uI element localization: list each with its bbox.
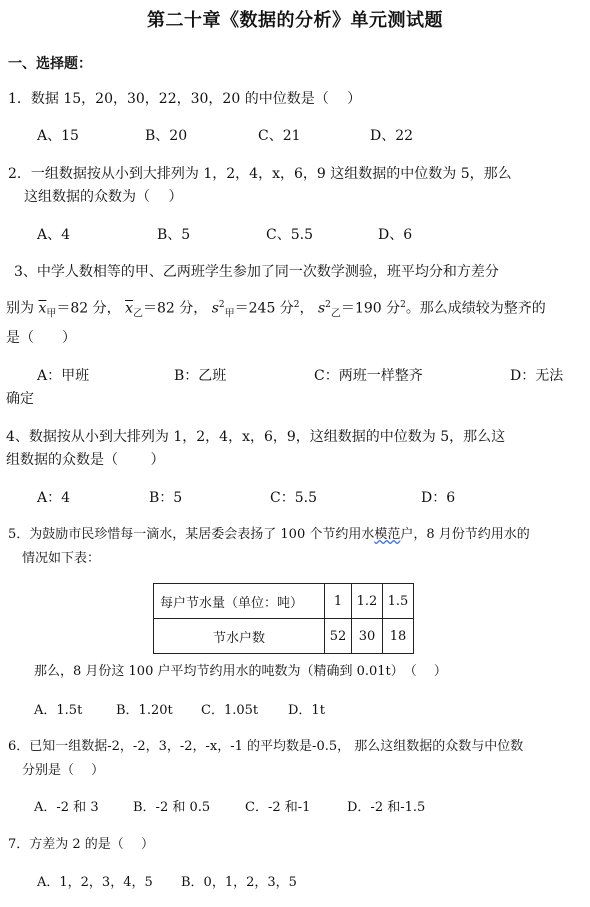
- subscript-yi: 乙: [132, 308, 143, 320]
- question-6-option-d: D．-2 和-1.5: [347, 800, 426, 815]
- question-3-option-a: A：甲班: [37, 368, 90, 384]
- question-5-line-1-wavy: 模范: [374, 527, 401, 542]
- question-3-option-c: C：两班一样整齐: [314, 368, 423, 384]
- variance-yi-value: ＝190 分: [340, 300, 401, 317]
- mean-x-symbol: $\overline{x}$: [125, 300, 133, 317]
- question-3-line-5: 确定: [6, 391, 34, 407]
- question-1-option-c: C、21: [258, 128, 301, 144]
- question-6-option-a: A．-2 和 3: [34, 800, 99, 815]
- question-5-option-b: B．1.20t: [116, 703, 173, 718]
- variance-exponent: 2: [218, 300, 225, 310]
- question-3-line-2-tail: 。那么成绩较为整齐的: [405, 300, 546, 317]
- question-5-line-1-b: 户，8 月份节约用水的: [400, 527, 530, 542]
- question-1-option-b: B、20: [145, 128, 188, 144]
- question-2-option-a: A、4: [37, 227, 71, 243]
- question-2-line-2: 这组数据的众数为（ ）: [24, 189, 183, 205]
- question-5-line-1: [8, 525, 530, 545]
- table-cell: 1.5: [383, 584, 414, 619]
- table-header-cell: 每户节水量（单位：吨）: [154, 584, 325, 619]
- table-cell: 18: [383, 619, 414, 654]
- question-1-option-d: D、22: [370, 128, 414, 144]
- question-2-option-b: B、5: [157, 227, 191, 243]
- question-5-option-c: C．1.05t: [201, 703, 259, 718]
- question-5-line-2: 情况如下表：: [22, 551, 101, 566]
- section-heading-choice: 一、选择题：: [8, 56, 92, 72]
- question-3-line-2: 别为 $\overline{x}_甲=82$ 分， $\overline{x}_乙=82$ 分， $s^2_甲=245$ 分$^2$， $s^2_乙=190$ 分$^2$。那么成绩较为整齐的: [6, 300, 546, 320]
- unit-exponent: 2: [400, 300, 406, 310]
- mean-x-symbol: $\overline{x}$: [38, 300, 47, 317]
- table-cell: 1: [325, 584, 352, 619]
- question-6-option-b: B．-2 和 0.5: [133, 800, 211, 815]
- question-5-option-d: D．1t: [288, 703, 325, 718]
- question-7-option-b: B．0，1，2，3，5: [181, 875, 297, 890]
- table-row: [154, 619, 414, 654]
- question-4-line-1: 4、数据按从小到大排列为 1，2，4，x，6，9，这组数据的中位数为 5，那么这: [6, 429, 506, 445]
- subscript-yi: 乙: [330, 308, 341, 320]
- variance-s-symbol: s: [211, 300, 219, 317]
- variance-exponent: 2: [325, 300, 331, 310]
- question-1-text: 1．数据 15，20，30，22，30，20 的中位数是（ ）: [8, 91, 362, 107]
- question-2-option-d: D、6: [378, 227, 413, 243]
- question-3-line-3: 是（ ）: [6, 330, 76, 346]
- question-2-option-c: C、5.5: [266, 227, 313, 243]
- table-cell: 1.2: [352, 584, 383, 619]
- question-4-option-a: A：4: [37, 490, 71, 506]
- question-1-option-a: A、15: [37, 128, 79, 144]
- water-saving-table: [153, 583, 414, 654]
- question-4-line-2: 组数据的众数是（ ）: [6, 452, 165, 468]
- unit-exponent: 2: [293, 300, 300, 310]
- question-4-option-b: B：5: [149, 490, 183, 506]
- question-3-option-b: B：乙班: [174, 368, 227, 384]
- table-row: [154, 584, 414, 619]
- question-3-option-d: D：无法: [510, 368, 564, 384]
- mean-jia-value: ＝82 分，: [56, 300, 121, 317]
- question-6-option-c: C．-2 和-1: [245, 800, 311, 815]
- question-7-option-a: A．1，2，3，4，5: [37, 875, 153, 890]
- variance-s-symbol: s: [317, 300, 326, 317]
- question-3-prefix: 别为: [6, 300, 34, 317]
- variance-jia-value: ＝245 分: [234, 300, 294, 317]
- subscript-jia: 甲: [224, 308, 235, 320]
- subscript-jia: 甲: [46, 308, 57, 320]
- question-7-text: 7．方差为 2 的是（ ）: [8, 837, 154, 852]
- table-cell: 52: [325, 619, 352, 654]
- mean-yi-value: ＝82 分，: [142, 300, 208, 317]
- table-cell: 30: [352, 619, 383, 654]
- question-6-line-1: 6．已知一组数据-2，-2，3，-2，-x，-1 的平均数是-0.5， 那么这组数据的众数与中位数: [8, 739, 524, 754]
- question-4-option-c: C：5.5: [270, 490, 317, 506]
- table-header-cell: 节水户数: [154, 619, 325, 654]
- question-5-option-a: A．1.5t: [34, 703, 83, 718]
- question-6-line-2: 分别是（ ）: [22, 763, 105, 778]
- question-5-line-3: 那么，8 月份这 100 户平均节约用水的吨数为（精确到 0.01t） （ ）: [34, 664, 447, 679]
- question-5-line-1-a: 5．为鼓励市民珍惜每一滴水，某居委会表扬了 100 个节约用水: [8, 527, 375, 542]
- question-2-line-1: 2．一组数据按从小到大排列为 1，2，4，x，6，9 这组数据的中位数为 5，那么: [8, 166, 512, 182]
- page-title: 第二十章《数据的分析》单元测试题: [147, 10, 443, 31]
- question-3-line-1: 3、中学人数相等的甲、乙两班学生参加了同一次数学测验，班平均分和方差分: [14, 264, 499, 280]
- question-4-option-d: D：6: [421, 490, 456, 506]
